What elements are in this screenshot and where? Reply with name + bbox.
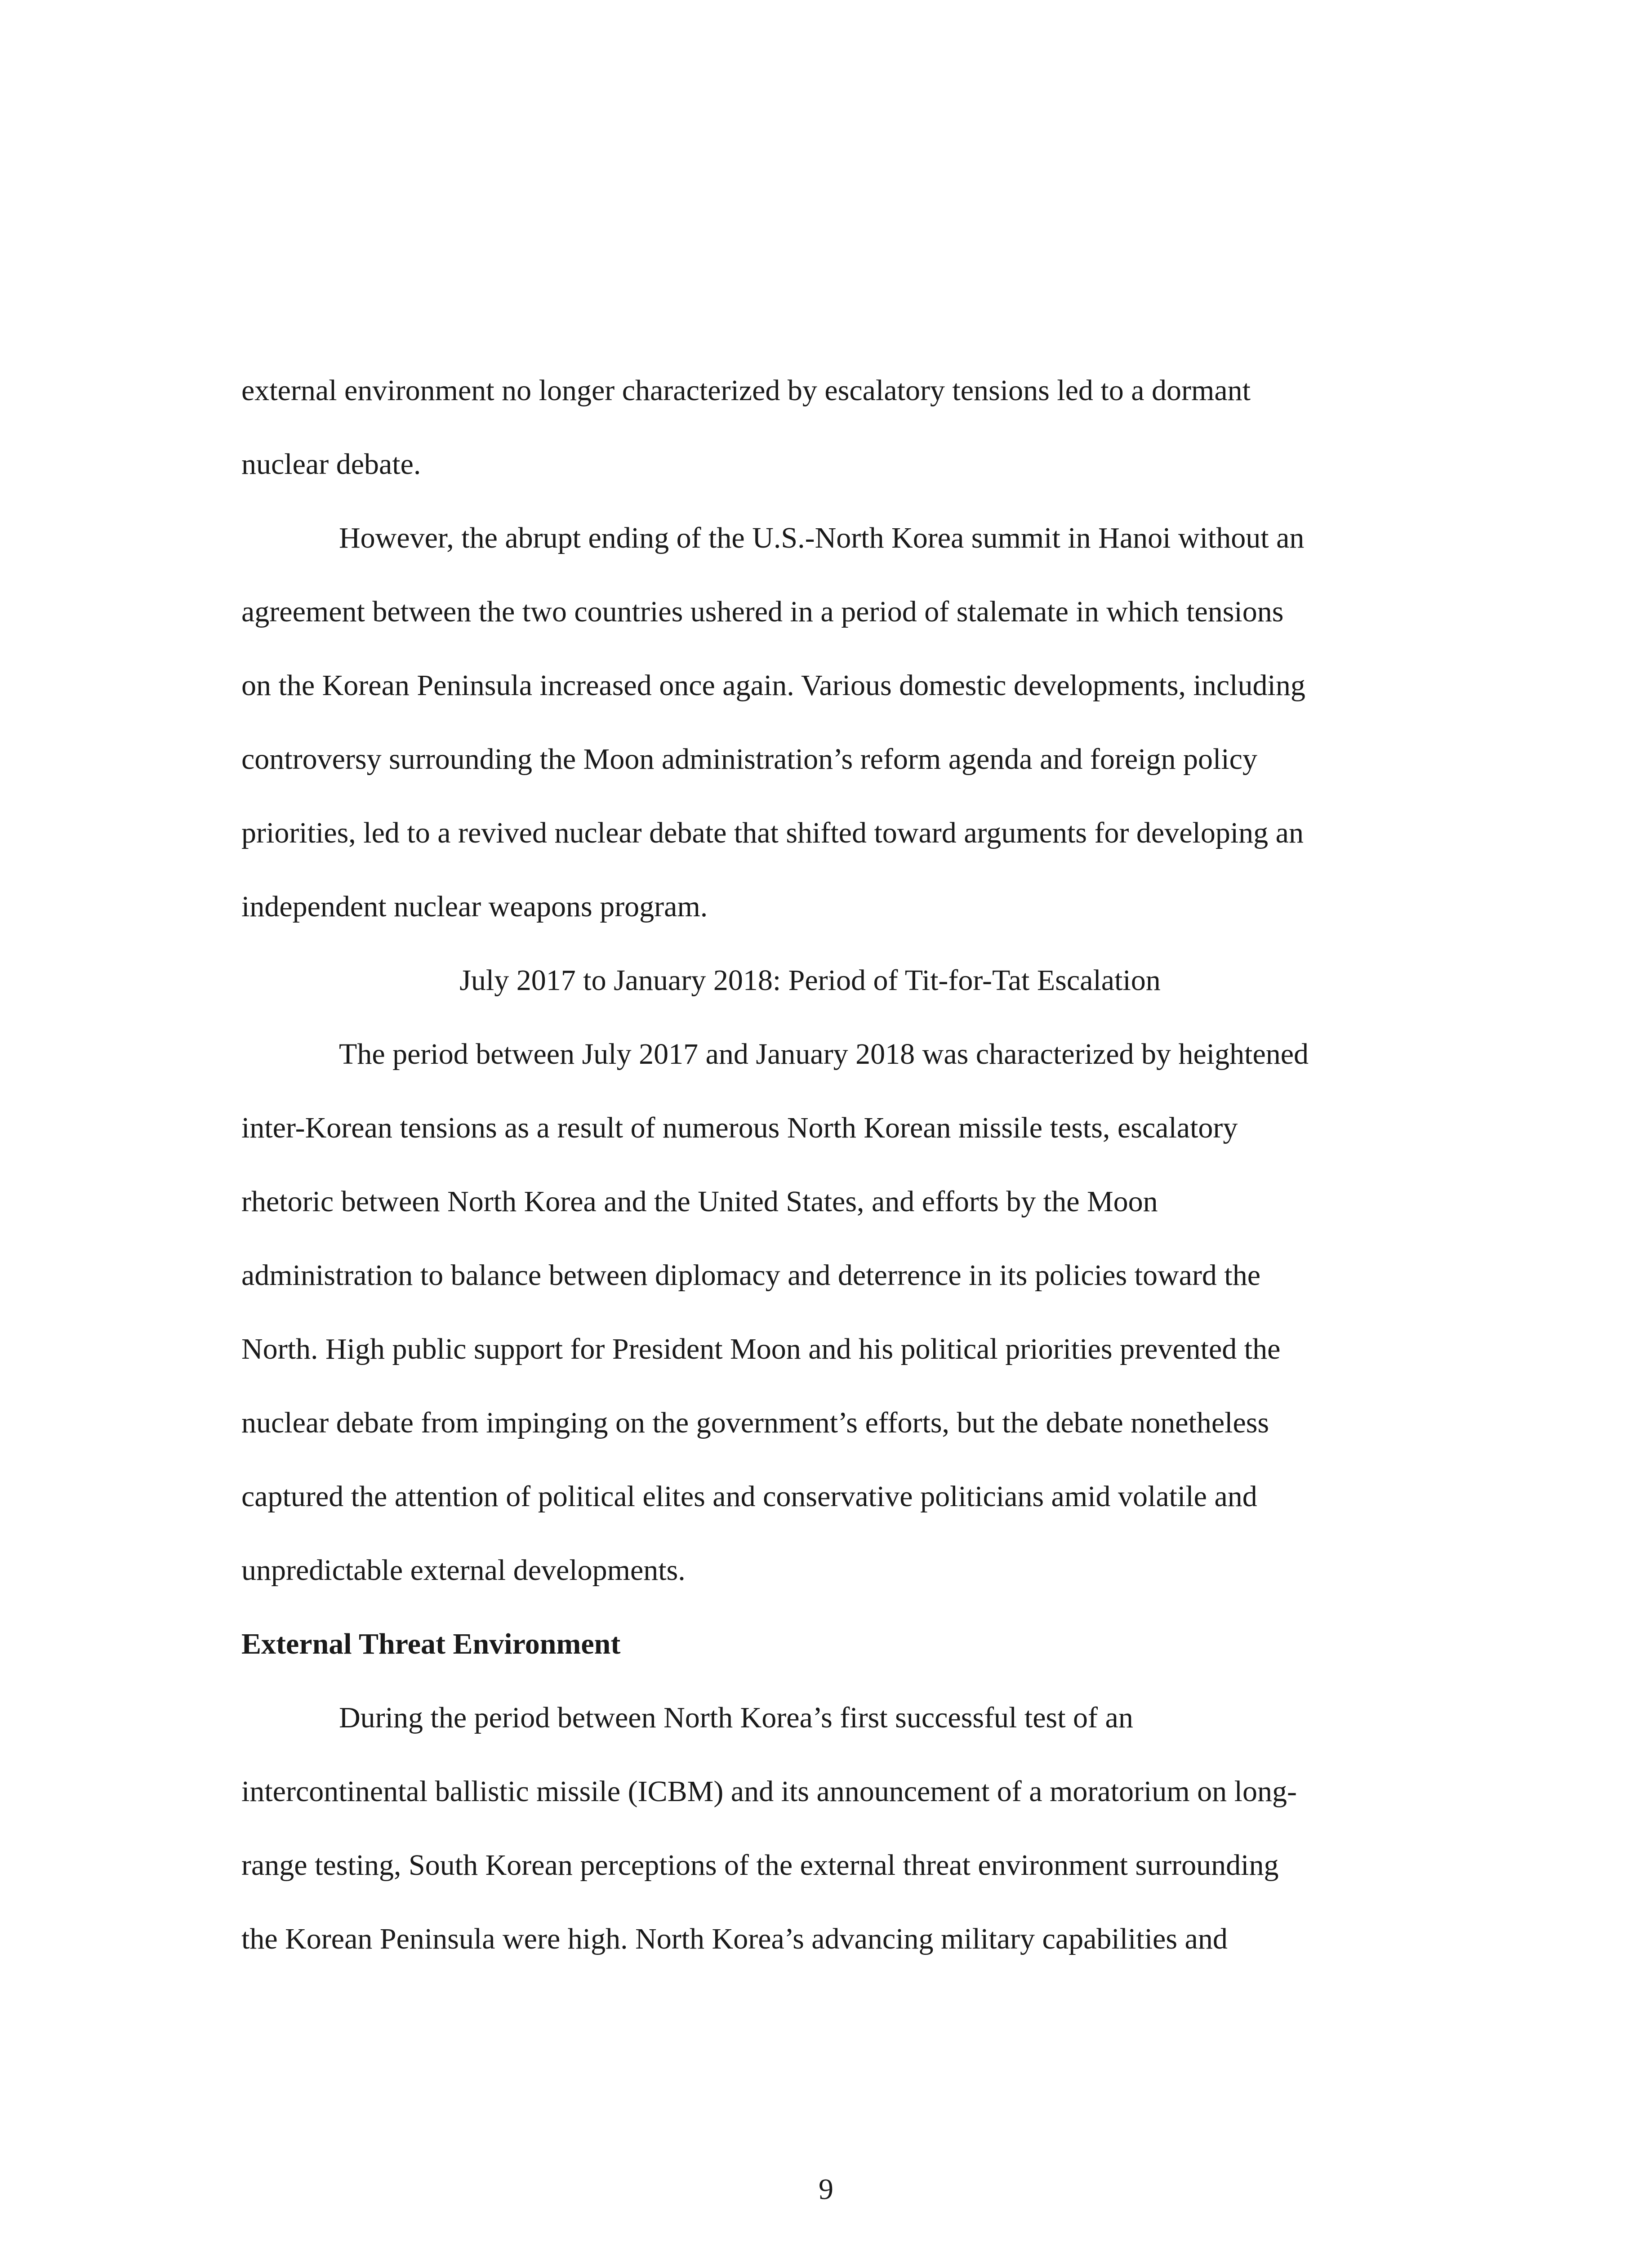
text-line: unpredictable external developments. [241, 1554, 686, 1587]
text-line: agreement between the two countries ushered in a period of stalemate in which tensions [241, 595, 1284, 628]
text-line: nuclear debate from impinging on the government’s efforts, but the debate nonetheless [241, 1406, 1269, 1439]
text-line: independent nuclear weapons program. [241, 890, 708, 923]
text-line: on the Korean Peninsula increased once again. Various domestic developments, including [241, 669, 1305, 702]
text-line: priorities, led to a revived nuclear debate that shifted toward arguments for developing an [241, 816, 1304, 849]
body-text [241, 354, 1415, 1976]
text-line: rhetoric between North Korea and the United States, and efforts by the Moon [241, 1185, 1158, 1218]
text-line: The period between July 2017 and January 2018 was characterized by heightened [339, 1038, 1309, 1070]
text-line: administration to balance between diplomacy and deterrence in its policies toward the [241, 1259, 1261, 1292]
text-line: controversy surrounding the Moon administration’s reform agenda and foreign policy [241, 743, 1257, 776]
text-line: nuclear debate. [241, 448, 421, 481]
text-line: intercontinental ballistic missile (ICBM) and its announcement of a moratorium on long- [241, 1775, 1297, 1808]
text-line: inter-Korean tensions as a result of numerous North Korean missile tests, escalatory [241, 1111, 1238, 1144]
text-line: range testing, South Korean perceptions of the external threat environment surrounding [241, 1849, 1279, 1882]
text-line: However, the abrupt ending of the U.S.-North Korea summit in Hanoi without an [339, 522, 1305, 554]
section-heading: July 2017 to January 2018: Period of Tit-for-Tat Escalation [459, 964, 1161, 997]
text-line: the Korean Peninsula were high. North Korea’s advancing military capabilities and [241, 1922, 1228, 1955]
page-number: 9 [819, 2173, 833, 2206]
text-line: North. High public support for President Moon and his political priorities prevented the [241, 1333, 1281, 1365]
text-line: external environment no longer characterized by escalatory tensions led to a dormant [241, 374, 1251, 407]
text-line: During the period between North Korea’s first successful test of an [339, 1701, 1133, 1734]
text-line: captured the attention of political elites and conservative politicians amid volatile and [241, 1480, 1257, 1513]
subsection-heading: External Threat Environment [241, 1628, 621, 1660]
